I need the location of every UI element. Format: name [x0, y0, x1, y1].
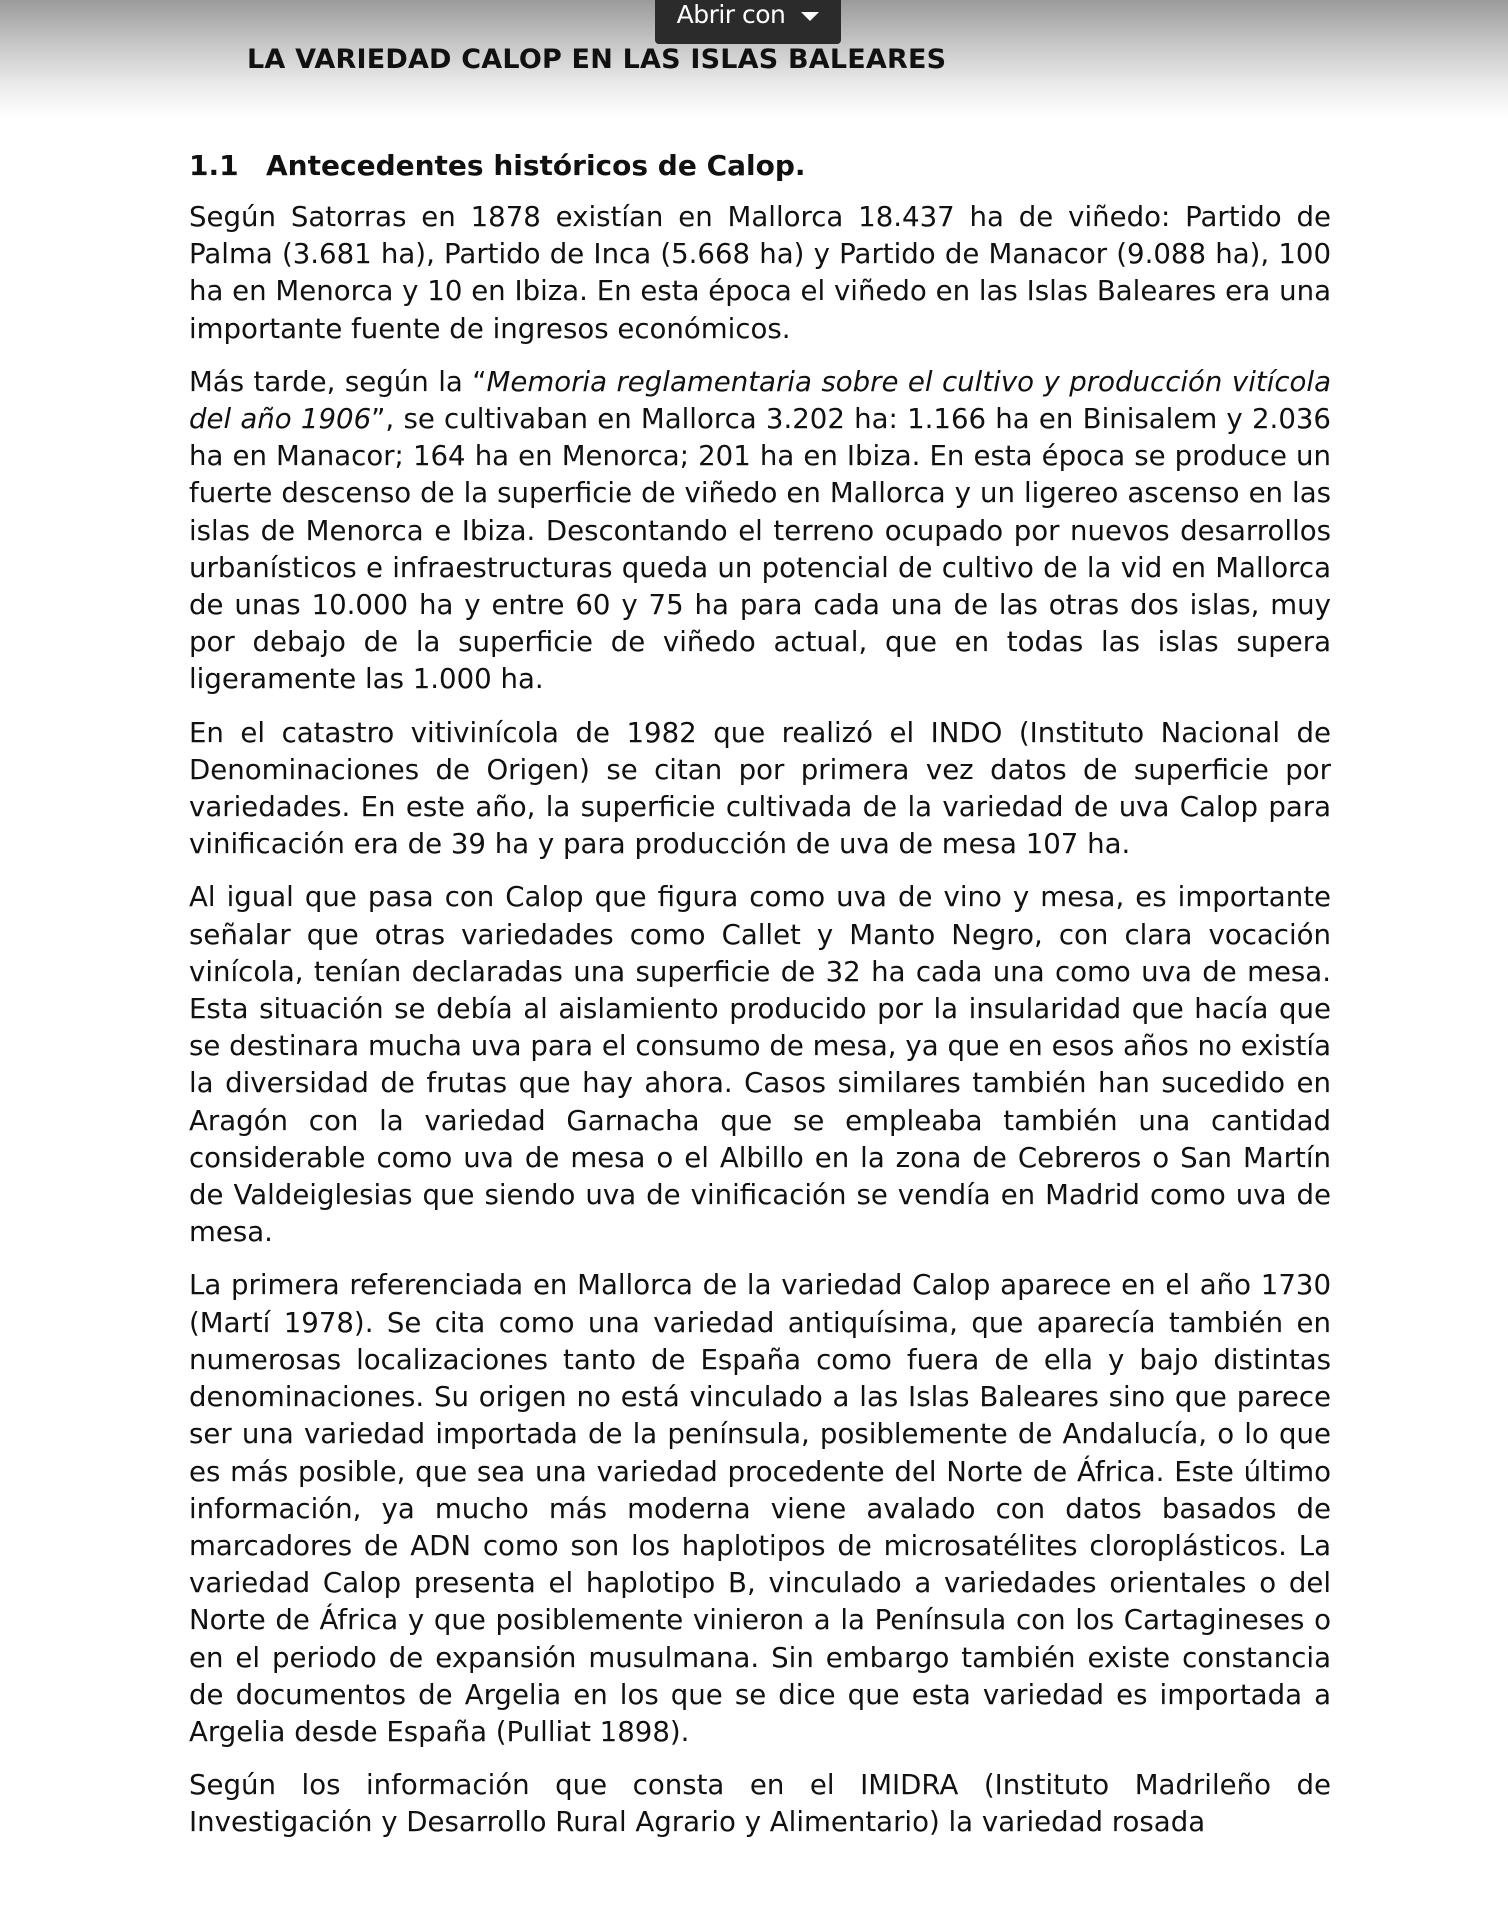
paragraph-6: Según los información que consta en el IMIDRA (Instituto Madrileño de Investigación y Desarrollo Rural Agrario y Alimentario) la variedad rosada [189, 1768, 1331, 1839]
document-title: LA VARIEDAD CALOP EN LAS ISLAS BALEARES [247, 44, 947, 75]
document-body [189, 146, 1331, 1857]
paragraph-3: En el catastro vitivinícola de 1982 que realizó el INDO (Instituto Nacional de Denominaciones de Origen) se citan por primera vez datos de superficie por variedades. En este año, la superficie cultivada de la variedad de uva Calop para vinificación era de 39 ha y para producción de uva de mesa 107 ha. [189, 715, 1331, 861]
section-number: 1.1 [189, 149, 239, 182]
caret-down-icon [801, 12, 819, 21]
paragraph-2-prefix: Más tarde, según la “ [189, 364, 487, 398]
open-with-button[interactable] [655, 0, 841, 44]
paragraph-2-suffix: ”, se cultivaban en Mallorca 3.202 ha: 1.166 ha en Binisalem y 2.036 ha en Manacor; 164 ha en Menorca; 201 ha en Ibiza. En esta época se produce un fuerte descenso de la superficie de viñedo en Mallorca y un ligereo ascenso en las islas de Menorca e Ibiza. Descontando el terreno ocupado por nuevos desarrollos urbanísticos e infraestructuras queda un potencial de cultivo de la vid en Mallorca de unas 10.000 ha y entre 60 y 75 ha para cada una de las otras dos islas, muy por debajo de la superficie de viñedo actual, que en todas las islas supera ligeramente las 1.000 ha. [189, 402, 1331, 696]
section-title: Antecedentes históricos de Calop. [266, 149, 806, 182]
paragraph-4: Al igual que pasa con Calop que figura como uva de vino y mesa, es importante señalar que otras variedades como Callet y Manto Negro, con clara vocación vinícola, tenían declaradas una superficie de 32 ha cada una como uva de mesa. Esta situación se debía al aislamiento producido por la insularidad que hacía que se destinara mucha uva para el consumo de mesa, ya que en esos años no existía la diversidad de frutas que hay ahora. Casos similares también han sucedido en Aragón con la variedad Garnacha que se empleaba también una cantidad considerable como uva de mesa o el Albillo en la zona de Cebreros o San Martín de Valdeiglesias que siendo uva de vinificación se vendía en Madrid como uva de mesa. [189, 880, 1331, 1249]
paragraph-2 [189, 363, 1331, 698]
open-with-label: Abrir con [676, 0, 786, 29]
paragraph-2-italic-title: Memoria reglamentaria sobre el cultivo y producción vitícola del año 1906 [189, 364, 1331, 436]
paragraph-1: Según Satorras en 1878 existían en Mallorca 18.437 ha de viñedo: Partido de Palma (3.681 ha), Partido de Inca (5.668 ha) y Partido de Manacor (9.088 ha), 100 ha en Menorca y 10 en Ibiza. En esta época el viñedo en las Islas Baleares era una importante fuente de ingresos económicos. [189, 200, 1331, 345]
paragraph-5: La primera referenciada en Mallorca de la variedad Calop aparece en el año 1730 (Martí 1978). Se cita como una variedad antiquísima, que aparecía también en numerosas localizaciones tanto de España como fuera de ella y bajo distintas denominaciones. Su origen no está vinculado a las Islas Baleares sino que parece ser una variedad importada de la península, posiblemente de Andalucía, o lo que es más posible, que sea una variedad procedente del Norte de África. Este último información, ya mucho más moderna viene avalado con datos basados de marcadores de ADN como son los haplotipos de microsatélites cloroplásticos. La variedad Calop presenta el haplotipo B, vinculado a variedades orientales o del Norte de África y que posiblemente vinieron a la Península con los Cartagineses o en el periodo de expansión musulmana. Sin embargo también existe constancia de documentos de Argelia en los que se dice que esta variedad es importada a Argelia desde España (Pulliat 1898). [189, 1268, 1331, 1748]
section-heading [189, 146, 1331, 186]
